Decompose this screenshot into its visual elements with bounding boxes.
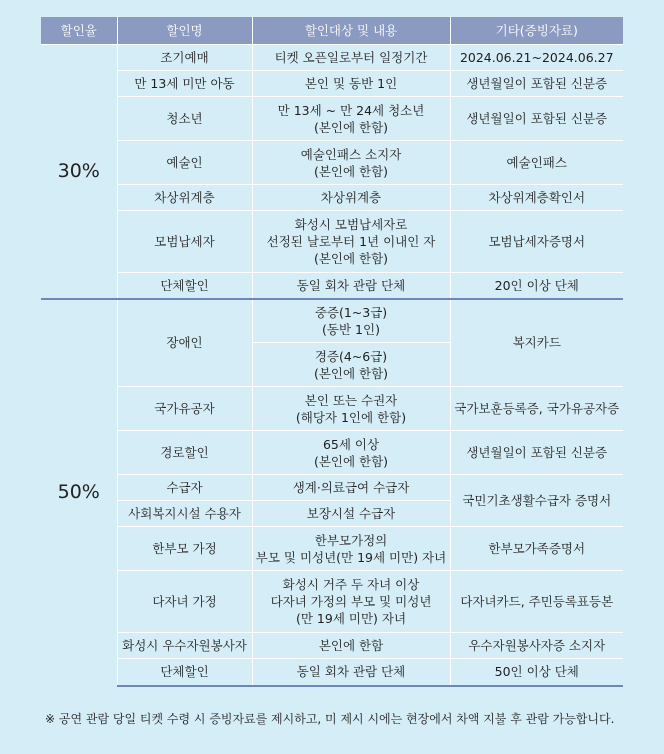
discount-target: 경증(4~6급) (본인에 한함) (252, 343, 450, 387)
discount-name: 사회복지시설 수용자 (117, 501, 252, 527)
table-row (41, 527, 623, 571)
table-row (41, 141, 623, 185)
discount-proof: 모범납세자증명서 (450, 211, 623, 273)
rate-30: 30% (41, 45, 117, 299)
discount-target: 동일 회차 관람 단체 (252, 273, 450, 299)
discount-proof: 생년월일이 포함된 신분증 (450, 431, 623, 475)
discount-name: 화성시 우수자원봉사자 (117, 633, 252, 659)
discount-proof: 생년월일이 포함된 신분증 (450, 71, 623, 97)
discount-name: 다자녀 가정 (117, 571, 252, 633)
discount-proof: 생년월일이 포함된 신분증 (450, 97, 623, 141)
discount-name: 만 13세 미만 아동 (117, 71, 252, 97)
discount-name: 단체할인 (117, 273, 252, 299)
discount-name: 차상위계층 (117, 185, 252, 211)
discount-proof: 20인 이상 단체 (450, 273, 623, 299)
discount-proof: 차상위계층확인서 (450, 185, 623, 211)
discount-name: 단체할인 (117, 659, 252, 686)
discount-target: 보장시설 수급자 (252, 501, 450, 527)
discount-target: 한부모가정의 부모 및 미성년(만 19세 미만) 자녀 (252, 527, 450, 571)
discount-target: 생계·의료급여 수급자 (252, 475, 450, 501)
discount-proof: 우수자원봉사자증 소지자 (450, 633, 623, 659)
discount-target: 동일 회차 관람 단체 (252, 659, 450, 686)
discount-proof: 2024.06.21~2024.06.27 (450, 45, 623, 71)
table-row (41, 97, 623, 141)
discount-proof: 50인 이상 단체 (450, 659, 623, 686)
discount-target: 예술인패스 소지자 (본인에 한함) (252, 141, 450, 185)
discount-table-container (41, 17, 623, 687)
table-row (41, 273, 623, 299)
header-proof: 기타(증빙자료) (450, 17, 623, 45)
discount-name: 수급자 (117, 475, 252, 501)
table-row (41, 475, 623, 501)
discount-proof: 국민기초생활수급자 증명서 (450, 475, 623, 527)
discount-proof: 한부모가족증명서 (450, 527, 623, 571)
discount-target: 본인 및 동반 1인 (252, 71, 450, 97)
table-row (41, 45, 623, 71)
discount-target: 차상위계층 (252, 185, 450, 211)
discount-proof: 다자녀카드, 주민등록표등본 (450, 571, 623, 633)
discount-target: 티켓 오픈일로부터 일정기간 (252, 45, 450, 71)
discount-target: 만 13세 ~ 만 24세 청소년 (본인에 한함) (252, 97, 450, 141)
table-row (41, 387, 623, 431)
table-row (41, 431, 623, 475)
discount-table (41, 17, 623, 687)
table-row (41, 571, 623, 633)
header-target: 할인대상 및 내용 (252, 17, 450, 45)
discount-name: 청소년 (117, 97, 252, 141)
table-row (41, 185, 623, 211)
discount-proof: 복지카드 (450, 299, 623, 387)
discount-target: 중증(1~3급) (동반 1인) (252, 299, 450, 343)
discount-name: 예술인 (117, 141, 252, 185)
header-rate: 할인율 (41, 17, 117, 45)
discount-name: 모범납세자 (117, 211, 252, 273)
footnote: ※ 공연 관람 당일 티켓 수령 시 증빙자료를 제시하고, 미 제시 시에는 현장에서 차액 지불 후 관람 가능합니다. (45, 712, 615, 726)
discount-proof: 예술인패스 (450, 141, 623, 185)
discount-name: 조기예매 (117, 45, 252, 71)
table-row (41, 633, 623, 659)
discount-target: 화성시 모범납세자로 선정된 날로부터 1년 이내인 자 (본인에 한함) (252, 211, 450, 273)
table-row (41, 71, 623, 97)
discount-target: 본인에 한함 (252, 633, 450, 659)
discount-target: 65세 이상 (본인에 한함) (252, 431, 450, 475)
discount-name: 경로할인 (117, 431, 252, 475)
discount-target: 본인 또는 수권자 (해당자 1인에 한함) (252, 387, 450, 431)
discount-name: 국가유공자 (117, 387, 252, 431)
discount-name: 한부모 가정 (117, 527, 252, 571)
table-header-row (41, 17, 623, 45)
discount-target: 화성시 거주 두 자녀 이상 다자녀 가정의 부모 및 미성년 (만 19세 미만) 자녀 (252, 571, 450, 633)
discount-proof: 국가보훈등록증, 국가유공자증 (450, 387, 623, 431)
header-name: 할인명 (117, 17, 252, 45)
rate-50: 50% (41, 299, 117, 686)
table-row (41, 211, 623, 273)
table-row (41, 299, 623, 343)
discount-name: 장애인 (117, 299, 252, 387)
table-row (41, 659, 623, 686)
